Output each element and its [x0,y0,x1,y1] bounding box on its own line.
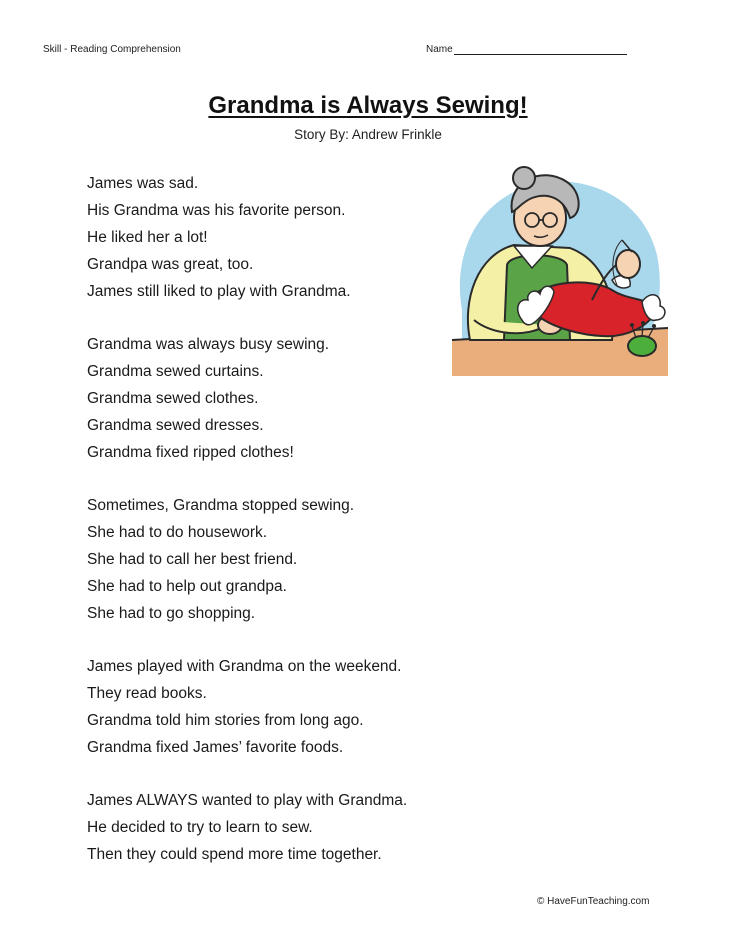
skill-label: Skill - Reading Comprehension [43,44,181,55]
story-paragraph [87,653,467,761]
copyright-footer: © HaveFunTeaching.com [537,896,650,907]
story-line: Grandma sewed dresses. [87,417,264,434]
story-line: James ALWAYS wanted to play with Grandma. [87,792,408,809]
story-line: Grandma fixed ripped clothes! [87,444,294,461]
name-label: Name [426,44,453,55]
name-field [426,44,627,55]
story-line: He liked her a lot! [87,229,208,246]
story-text [87,170,467,894]
story-line: Grandma sewed clothes. [87,390,259,407]
grandma-sewing-clipart-icon [452,160,668,376]
story-paragraph [87,331,467,466]
story-line: James still liked to play with Grandma. [87,283,351,300]
story-paragraph [87,170,467,305]
story-line: They read books. [87,685,207,702]
story-line: His Grandma was his favorite person. [87,202,346,219]
story-paragraph [87,787,467,868]
story-line: She had to help out grandpa. [87,578,287,595]
story-line: Then they could spend more time together. [87,846,382,863]
story-line: Grandma sewed curtains. [87,363,264,380]
story-line: Grandma was always busy sewing. [87,336,330,353]
story-line: Grandpa was great, too. [87,256,254,273]
story-line: Grandma told him stories from long ago. [87,712,364,729]
name-blank-line [454,45,627,55]
story-line: Grandma fixed James’ favorite foods. [87,739,344,756]
story-byline: Story By: Andrew Frinkle [294,127,442,142]
story-line: She had to do housework. [87,524,268,541]
story-paragraph [87,492,467,627]
story-line: She had to call her best friend. [87,551,298,568]
story-line: James was sad. [87,175,199,192]
story-title: Grandma is Always Sewing! [208,92,528,119]
story-line: James played with Grandma on the weekend. [87,658,402,675]
story-line: Sometimes, Grandma stopped sewing. [87,497,355,514]
story-line: She had to go shopping. [87,605,256,622]
story-line: He decided to try to learn to sew. [87,819,313,836]
